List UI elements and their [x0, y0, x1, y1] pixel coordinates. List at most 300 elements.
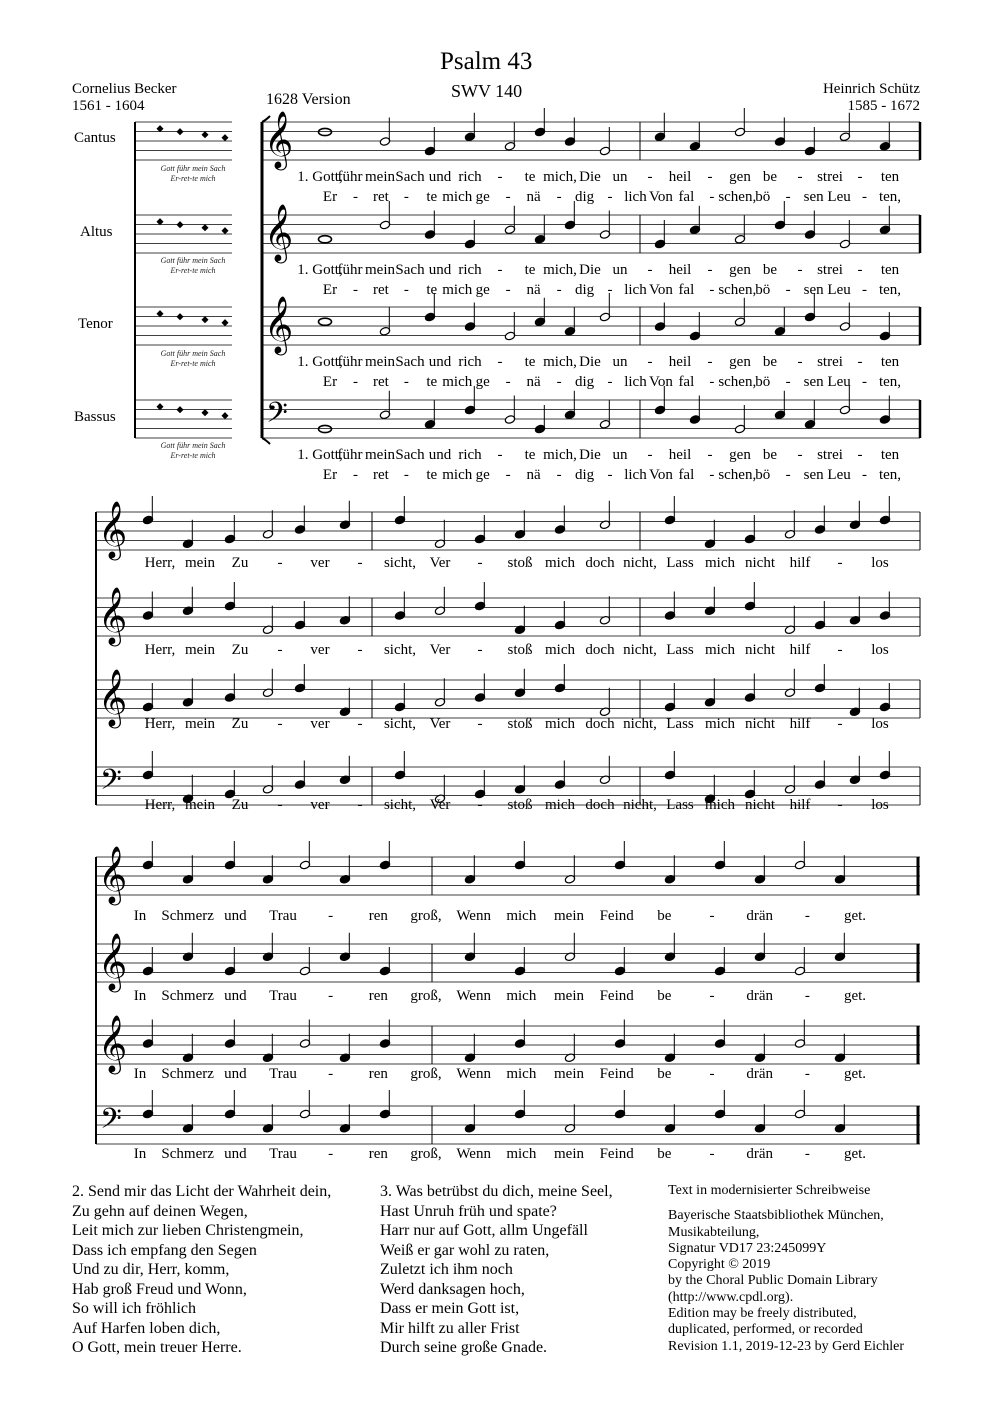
lyric-syllable: lich — [624, 282, 647, 298]
lyric-syllable: Von — [648, 467, 673, 483]
lyric-syllable: Wenn — [456, 988, 491, 1004]
lyric-syllable: - — [497, 447, 503, 463]
lyric-syllable: - — [837, 555, 843, 571]
lyric-syllable: drän — [746, 1146, 773, 1162]
lyric-syllable: gen — [729, 262, 751, 278]
lyric-syllable: - — [607, 189, 613, 205]
lyric-syllable: mich — [705, 555, 735, 571]
lyric-syllable: Sach — [395, 447, 425, 463]
verse-2 — [72, 1182, 372, 1358]
lyric-syllable: nicht — [745, 642, 775, 658]
lyric-syllable: mich — [506, 908, 537, 924]
lyric-syllable: sicht, — [383, 555, 417, 571]
incipit-note — [176, 406, 183, 413]
lyric-syllable: - — [709, 374, 715, 390]
lyric-syllable: - — [357, 642, 363, 658]
lyric-syllable: doch — [585, 555, 615, 571]
lyric-syllable: schen, — [718, 282, 757, 298]
lyric-syllable: mein — [185, 642, 215, 658]
lyric-syllable: sen — [803, 282, 824, 298]
lyric-syllable: - — [403, 467, 409, 483]
verse-line: Weiß er gar wohl zu raten, — [380, 1241, 550, 1259]
lyric-syllable: mich — [506, 988, 537, 1004]
lyric-syllable: und — [428, 262, 452, 278]
lyric-syllable: - — [505, 282, 511, 298]
lyric-syllable: fal — [678, 189, 695, 205]
lyric-syllable: - — [857, 447, 863, 463]
verse-line: So will ich fröhlich — [72, 1300, 196, 1317]
lyric-syllable: - — [357, 716, 363, 732]
lyric-syllable: ver — [310, 716, 330, 732]
lyric-syllable: Feind — [599, 908, 634, 924]
lyric-syllable: nä — [526, 282, 541, 298]
credit-line: Signatur VD17 23:245099Y — [668, 1240, 827, 1256]
lyric-syllable: mein — [185, 716, 215, 732]
lyric-syllable: drän — [746, 988, 773, 1004]
verse-line: Und zu dir, Herr, komm, — [72, 1261, 230, 1278]
lyric-syllable: - — [403, 374, 409, 390]
lyric-syllable: stoß — [507, 797, 533, 813]
lyric-syllable: - — [797, 447, 803, 463]
lyric-syllable: rich — [458, 447, 482, 463]
lyric-syllable: ren — [368, 988, 388, 1004]
whole-note — [319, 425, 332, 432]
lyric-syllable: - — [837, 797, 843, 813]
lyric-syllable: und — [224, 908, 247, 924]
lyric-syllable: ten — [880, 354, 900, 370]
incipit-note — [201, 224, 208, 231]
lyric-syllable: sicht, — [383, 642, 417, 658]
lyric-syllable: strei — [817, 169, 843, 185]
incipit-caption-tenor: Gott führ mein Sach Er-ret-te mich — [160, 349, 226, 368]
lyric-syllable: - — [797, 354, 803, 370]
credit-line: duplicated, performed, or recorded — [668, 1322, 863, 1338]
lyric-syllable: nicht, — [623, 555, 657, 571]
lyric-syllable: get. — [843, 908, 867, 924]
lyric-syllable: Er — [322, 189, 338, 205]
treble-clef: 𝄞 — [98, 934, 128, 990]
verse-line: Leit mich zur lieben Christengmein, — [72, 1222, 304, 1239]
lyric-syllable: ge — [475, 374, 490, 390]
lyric-syllable: schen, — [718, 467, 757, 483]
lyric-syllable: ten — [880, 447, 900, 463]
lyric-syllable: - — [857, 354, 863, 370]
lyric-syllable: be — [762, 262, 778, 278]
lyric-syllable: hilf — [789, 797, 811, 813]
lyric-syllable: - — [797, 169, 803, 185]
treble-clef: 𝄞 — [98, 670, 128, 726]
lyric-syllable: nicht, — [623, 797, 657, 813]
lyric-syllable: führ — [337, 169, 363, 185]
lyric-syllable: Ver — [429, 555, 451, 571]
lyric-syllable: gen — [729, 169, 751, 185]
lyric-syllable: mich — [506, 1066, 537, 1082]
lyric-syllable: sen — [803, 374, 824, 390]
credit-line: Edition may be freely distributed, — [668, 1306, 857, 1322]
lyric-syllable: te — [524, 447, 536, 463]
lyric-syllable: und — [224, 1146, 247, 1162]
lyric-syllable: - — [707, 169, 713, 185]
treble-clef: 𝄞 — [264, 112, 294, 168]
voice-label-tenor: Tenor — [78, 316, 113, 332]
lyric-syllable: Herr, — [144, 555, 176, 571]
lyric-syllable: be — [657, 908, 672, 924]
verse-line: Harr nur auf Gott, allm Ungefäll — [380, 1222, 588, 1239]
lyric-syllable: doch — [585, 642, 615, 658]
incipit-note — [176, 128, 183, 135]
lyric-syllable: strei — [817, 447, 843, 463]
lyric-syllable: - — [357, 797, 363, 813]
lyric-syllable: - — [804, 1146, 810, 1162]
lyric-syllable: mich — [442, 282, 473, 298]
lyric-syllable: fal — [678, 467, 695, 483]
lyric-syllable: - — [505, 189, 511, 205]
lyric-syllable: heil — [668, 262, 692, 278]
lyric-syllable: - — [647, 169, 653, 185]
lyric-syllable: Ver — [429, 797, 451, 813]
lyric-syllable: 1. Gott, — [297, 447, 343, 463]
lyric-syllable: - — [709, 1066, 715, 1082]
lyric-syllable: dig — [574, 374, 595, 390]
lyric-syllable: mich — [545, 555, 575, 571]
lyric-syllable: - — [357, 555, 363, 571]
credit-line: Musikabteilung, — [668, 1224, 760, 1240]
credit-line: Bayerische Staatsbibliothek München, — [668, 1208, 884, 1224]
lyric-syllable: mein — [554, 1066, 584, 1082]
bass-clef: 𝄢 — [266, 398, 288, 436]
lyric-syllable: Trau — [269, 1066, 297, 1082]
lyric-syllable: te — [524, 169, 536, 185]
lyric-syllable: Schmerz — [161, 1146, 214, 1162]
lyric-syllable: heil — [668, 354, 692, 370]
lyric-syllable: mein — [365, 447, 395, 463]
lyric-syllable: mich — [442, 374, 473, 390]
lyric-syllable: führ — [337, 447, 363, 463]
lyric-syllable: Leu — [827, 374, 851, 390]
lyric-syllable: - — [709, 908, 715, 924]
lyric-syllable: ge — [475, 189, 490, 205]
lyric-syllable: Ver — [429, 716, 451, 732]
lyric-syllable: nicht — [745, 797, 775, 813]
lyric-syllable: mich, — [543, 262, 577, 278]
lyric-syllable: be — [762, 354, 778, 370]
lyric-syllable: schen, — [718, 374, 757, 390]
lyric-syllable: Zu — [231, 555, 249, 571]
lyric-syllable: gen — [729, 354, 751, 370]
credit-line — [668, 1199, 968, 1208]
lyric-syllable: - — [862, 467, 868, 483]
lyric-syllable: Herr, — [144, 716, 176, 732]
incipit-note — [201, 409, 208, 416]
lyric-syllable: Leu — [827, 467, 851, 483]
lyric-syllable: fal — [678, 282, 695, 298]
lyric-syllable: - — [352, 374, 358, 390]
lyric-syllable: und — [428, 169, 452, 185]
lyric-syllable: ge — [475, 467, 490, 483]
lyric-syllable: Trau — [269, 908, 297, 924]
lyric-syllable: ret — [372, 282, 389, 298]
lyric-syllable: 1. Gott, — [297, 262, 343, 278]
lyric-syllable: bö — [755, 282, 771, 298]
lyric-syllable: - — [709, 988, 715, 1004]
lyric-syllable: doch — [585, 797, 615, 813]
lyric-syllable: Zu — [231, 716, 249, 732]
lyric-syllable: get. — [843, 1066, 867, 1082]
lyric-syllable: - — [505, 467, 511, 483]
lyric-syllable: be — [762, 447, 778, 463]
lyric-syllable: te — [524, 262, 536, 278]
lyric-syllable: Er — [322, 374, 338, 390]
lyric-syllable: rich — [458, 262, 482, 278]
lyric-syllable: ge — [475, 282, 490, 298]
treble-clef: 𝄞 — [98, 847, 128, 903]
lyric-syllable: - — [857, 169, 863, 185]
lyric-syllable: Lass — [666, 555, 694, 571]
lyric-syllable: ren — [368, 1066, 388, 1082]
lyric-syllable: get. — [843, 988, 867, 1004]
lyric-syllable: mich — [545, 797, 575, 813]
incipit-caption-altus: Gott führ mein Sach Er-ret-te mich — [160, 256, 226, 275]
incipit-caption-bassus: Gott führ mein Sach Er-ret-te mich — [160, 441, 226, 460]
lyric-syllable: be — [657, 1066, 672, 1082]
lyric-syllable: Feind — [599, 988, 634, 1004]
lyric-syllable: Schmerz — [161, 908, 214, 924]
lyric-syllable: ver — [310, 797, 330, 813]
lyric-syllable: - — [647, 447, 653, 463]
lyric-syllable: te — [426, 282, 438, 298]
lyric-syllable: rich — [458, 169, 482, 185]
lyric-syllable: Leu — [827, 189, 851, 205]
voice-label-bassus: Bassus — [74, 409, 116, 425]
verse-line: Werd danksagen hoch, — [380, 1280, 525, 1298]
lyric-syllable: get. — [843, 1146, 867, 1162]
whole-note — [319, 318, 332, 325]
lyric-syllable: te — [426, 374, 438, 390]
incipit-note — [201, 131, 208, 138]
lyric-syllable: - — [477, 555, 483, 571]
lyric-syllable: mich — [705, 797, 735, 813]
lyric-syllable: lich — [624, 374, 647, 390]
lyric-syllable: ver — [310, 555, 330, 571]
lyric-syllable: mein — [185, 555, 215, 571]
verse-line: Zu gehn auf deinen Wegen, — [72, 1202, 248, 1220]
lyric-syllable: los — [871, 642, 889, 658]
verse-line: Zuletzt ich ihm noch — [380, 1261, 513, 1278]
lyric-syllable: nä — [526, 467, 541, 483]
lyric-syllable: - — [785, 282, 791, 298]
lyric-syllable: - — [477, 716, 483, 732]
lyric-syllable: Von — [648, 282, 673, 298]
lyric-syllable: dig — [574, 467, 595, 483]
lyric-syllable: - — [785, 467, 791, 483]
lyric-syllable: - — [785, 189, 791, 205]
lyric-syllable: groß, — [410, 1146, 442, 1162]
lyric-syllable: - — [607, 282, 613, 298]
lyric-syllable: - — [477, 797, 483, 813]
incipit-note — [176, 221, 183, 228]
lyric-syllable: un — [612, 447, 628, 463]
lyric-syllable: - — [477, 642, 483, 658]
lyric-syllable: dig — [574, 282, 595, 298]
lyric-syllable: los — [871, 797, 889, 813]
verse-line: Dass ich empfang den Segen — [72, 1241, 257, 1259]
bass-clef: 𝄢 — [100, 1104, 122, 1142]
composer-name: Heinrich Schütz — [822, 81, 920, 97]
lyric-syllable: mich, — [543, 169, 577, 185]
lyric-syllable: un — [612, 354, 628, 370]
lyric-syllable: Sach — [395, 354, 425, 370]
verse-3 — [380, 1182, 660, 1358]
lyric-syllable: - — [352, 467, 358, 483]
voice-label-cantus: Cantus — [74, 130, 116, 146]
lyric-syllable: In — [133, 988, 147, 1004]
edition-credits — [668, 1183, 968, 1355]
credit-line: by the Choral Public Domain Library — [668, 1273, 878, 1289]
lyric-syllable: - — [804, 1066, 810, 1082]
lyric-syllable: - — [352, 189, 358, 205]
lyric-syllable: be — [657, 1146, 672, 1162]
treble-clef: 𝄞 — [264, 205, 294, 261]
lyric-syllable: - — [607, 467, 613, 483]
lyric-syllable: Sach — [395, 262, 425, 278]
lyric-syllable: sen — [803, 467, 824, 483]
lyric-syllable: - — [505, 374, 511, 390]
incipit-note — [221, 319, 228, 326]
credit-line: Revision 1.1, 2019-12-23 by Gerd Eichler — [668, 1338, 905, 1354]
lyric-syllable: strei — [817, 262, 843, 278]
lyric-syllable: mich — [506, 1146, 537, 1162]
lyric-syllable: un — [612, 169, 628, 185]
lyric-syllable: Die — [579, 447, 601, 463]
lyric-syllable: Von — [648, 189, 673, 205]
lyric-syllable: - — [328, 1146, 334, 1162]
lyric-syllable: - — [785, 374, 791, 390]
lyric-syllable: Wenn — [456, 1066, 491, 1082]
lyric-syllable: - — [277, 555, 283, 571]
credit-line: (http://www.cpdl.org). — [668, 1289, 794, 1305]
lyric-syllable: Lass — [666, 716, 694, 732]
lyric-syllable: mein — [554, 988, 584, 1004]
lyric-syllable: mich, — [543, 447, 577, 463]
lyric-syllable: Zu — [231, 797, 249, 813]
verse-line: 3. Was betrübst du dich, meine Seel, — [380, 1183, 613, 1200]
lyric-syllable: hilf — [789, 555, 811, 571]
lyric-syllable: - — [556, 282, 562, 298]
lyric-syllable: mich — [705, 642, 735, 658]
lyric-syllable: Wenn — [456, 908, 491, 924]
lyric-syllable: - — [804, 908, 810, 924]
incipit-note — [201, 316, 208, 323]
lyric-syllable: los — [871, 716, 889, 732]
lyric-syllable: Trau — [269, 1146, 297, 1162]
lyric-syllable: Trau — [269, 988, 297, 1004]
lyric-syllable: te — [426, 467, 438, 483]
lyric-syllable: los — [871, 555, 889, 571]
lyric-syllable: un — [612, 262, 628, 278]
lyric-syllable: nicht — [745, 555, 775, 571]
whole-note — [319, 236, 332, 243]
lyric-syllable: be — [762, 169, 778, 185]
composer-dates: 1585 - 1672 — [847, 98, 920, 114]
lyric-syllable: stoß — [507, 716, 533, 732]
lyric-syllable: ver — [310, 642, 330, 658]
lyric-syllable: 1. Gott, — [297, 169, 343, 185]
lyric-syllable: sen — [803, 189, 824, 205]
lyric-syllable: Die — [579, 169, 601, 185]
lyric-syllable: dig — [574, 189, 595, 205]
lyric-syllable: mein — [365, 354, 395, 370]
lyric-syllable: Schmerz — [161, 988, 214, 1004]
lyric-syllable: nä — [526, 189, 541, 205]
lyric-syllable: ret — [372, 189, 389, 205]
lyric-syllable: ten — [880, 169, 900, 185]
lyric-syllable: mich — [705, 716, 735, 732]
treble-clef: 𝄞 — [264, 297, 294, 353]
lyric-syllable: In — [133, 1066, 147, 1082]
credit-line: Text in modernisierter Schreibweise — [668, 1183, 871, 1198]
lyric-syllable: nicht, — [623, 716, 657, 732]
lyric-syllable: - — [497, 354, 503, 370]
lyric-syllable: nicht, — [623, 642, 657, 658]
lyric-syllable: - — [277, 797, 283, 813]
lyric-syllable: bö — [755, 374, 771, 390]
voice-label-altus: Altus — [80, 224, 113, 240]
lyric-syllable: stoß — [507, 555, 533, 571]
verse-line: Auf Harfen loben dich, — [72, 1319, 221, 1337]
lyric-syllable: mein — [185, 797, 215, 813]
lyric-syllable: hilf — [789, 716, 811, 732]
whole-note — [319, 128, 332, 135]
lyric-syllable: mein — [554, 1146, 584, 1162]
verse-line: O Gott, mein treuer Herre. — [72, 1339, 242, 1356]
treble-clef: 𝄞 — [98, 502, 128, 558]
lyric-syllable: groß, — [410, 988, 442, 1004]
lyric-syllable: drän — [746, 908, 773, 924]
credit-line: Copyright © 2019 — [668, 1257, 771, 1273]
lyric-syllable: führ — [337, 262, 363, 278]
lyric-syllable: - — [837, 716, 843, 732]
lyric-syllable: Feind — [599, 1146, 634, 1162]
verse-line: Hab groß Freud und Wonn, — [72, 1280, 247, 1298]
lyric-syllable: ten, — [878, 467, 902, 483]
lyric-syllable: mich — [442, 189, 473, 205]
lyric-syllable: Feind — [599, 1066, 634, 1082]
lyric-syllable: ten, — [878, 189, 902, 205]
lyric-syllable: und — [428, 447, 452, 463]
lyric-syllable: - — [328, 988, 334, 1004]
lyric-syllable: - — [556, 189, 562, 205]
lyric-syllable: - — [647, 262, 653, 278]
lyric-syllable: ret — [372, 374, 389, 390]
lyric-syllable: Er — [322, 467, 338, 483]
lyric-syllable: In — [133, 1146, 147, 1162]
lyric-syllable: - — [328, 1066, 334, 1082]
lyric-syllable: lich — [624, 189, 647, 205]
lyric-syllable: nä — [526, 374, 541, 390]
lyric-syllable: rich — [458, 354, 482, 370]
incipit-note — [176, 313, 183, 320]
treble-clef: 𝄞 — [98, 588, 128, 644]
lyric-syllable: bö — [755, 189, 771, 205]
lyric-syllable: ren — [368, 908, 388, 924]
piece-title: Psalm 43 — [440, 48, 533, 75]
lyric-syllable: - — [862, 374, 868, 390]
lyric-syllable: mich — [442, 467, 473, 483]
lyric-syllable: te — [426, 189, 438, 205]
lyric-syllable: Herr, — [144, 642, 176, 658]
lyric-syllable: stoß — [507, 642, 533, 658]
verse-line: 2. Send mir das Licht der Wahrheit dein, — [72, 1183, 332, 1200]
